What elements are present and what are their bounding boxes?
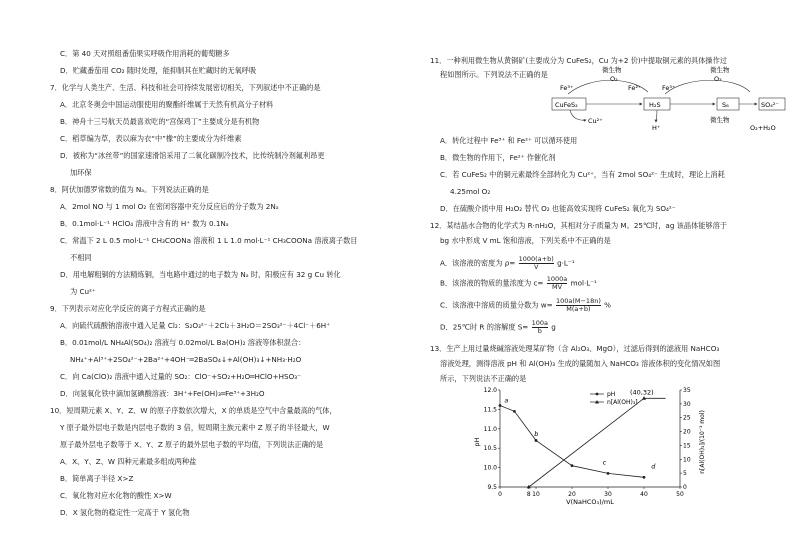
y-right-tick-label: 5 xyxy=(683,470,687,478)
diag-label-fe3-2: Fe³⁺ xyxy=(662,84,676,92)
q13-chart xyxy=(470,382,710,507)
point-label-b: b xyxy=(534,429,539,438)
q6-option-c: C．第 40 天对照组番茄果实呼吸作用消耗的葡萄糖多 xyxy=(60,49,230,58)
y-right-tick-label: 0 xyxy=(683,484,687,491)
diag-label-s8: S₈ xyxy=(722,101,729,109)
q12-d-fraction xyxy=(532,320,548,335)
ph-point xyxy=(643,476,646,479)
q12-b-fraction xyxy=(547,276,568,291)
diag-label-microbe-2: 微生物 xyxy=(710,66,730,74)
q10-stem-3: 原子最外层电子数等于 X、Y、Z 原子的最外层电子数的平均值，下列说法正确的是 xyxy=(60,440,324,449)
diag-arrow-h xyxy=(656,110,657,122)
ph-point xyxy=(513,410,516,413)
q10-option-a: A．X、Y、Z、W 四种元素最多组成两种盐 xyxy=(60,457,197,466)
diag-label-microbe-3: 微生物 xyxy=(710,116,730,124)
point-label-d: d xyxy=(651,462,656,471)
q12-a-unit: g·L⁻¹ xyxy=(557,258,575,268)
q9-option-a: A．向硫代硫酸钠溶液中通入足量 Cl₂：S₂O₃²⁻＋2Cl₂＋3H₂O＝2SO₃²⁻＋4Cl⁻＋6H⁺ xyxy=(60,321,330,330)
q12-a-num: 1000(a+b) xyxy=(518,255,554,263)
q8-option-c-cont: 不相同 xyxy=(70,253,92,262)
diag-label-microbe-1: 微生物 xyxy=(602,66,622,74)
q12-c-num: 100a(M−18n) xyxy=(555,297,601,305)
diag-label-so4: SO₄²⁻ xyxy=(761,101,779,109)
x-tick-label: 8 xyxy=(526,491,531,498)
diag-label-o2-1: O₂ xyxy=(610,75,618,83)
q13-stem-2: 溶液处理，测得溶液 pH 和 Al(OH)₃ 生成的量随加入 NaHCO₃ 溶液体积的变化情况如图 xyxy=(440,359,721,368)
y-right-tick-label: 15 xyxy=(683,442,691,450)
x-tick-label: 30 xyxy=(604,491,612,498)
q11-option-d: D．在硫酸介质中用 H₂O₂ 替代 O₂ 也能高效实现将 CuFeS₂ 氧化为 SO₄²⁻ xyxy=(440,204,676,213)
q12-d-num: 100a xyxy=(531,319,548,327)
q12-b-num: 1000a xyxy=(546,275,568,283)
q7-option-d: D．被称为“冰丝带”的国家速滑馆采用了二氧化碳制冷技术，比传统制冷剂氟利昂更 xyxy=(60,151,325,160)
q12-stem: 12．某结晶水合物的化学式为 R·nH₂O，其相对分子质量为 M。25℃时，ag 该晶体能够溶于 xyxy=(430,221,727,230)
ph-point xyxy=(607,472,610,475)
q12-d-prefix: D．25℃时 R 的溶解度 S= xyxy=(440,322,529,332)
y-right-tick-label: 35 xyxy=(683,387,691,394)
ph-point xyxy=(499,404,502,407)
q7-stem: 7．化学与人类生产、生活、科技和社会可持续发展密切相关，下列叙述中不正确的是 xyxy=(50,83,321,92)
x-tick-label: 10 xyxy=(532,491,540,498)
aloh3-point xyxy=(527,485,531,489)
q9-option-b-eq: NH₄⁺+Al³⁺+2SO₄²⁻+2Ba²⁺+4OH⁻═2BaSO₄↓+Al(OH)₃↓+NH₃·H₂O xyxy=(70,355,302,364)
q10-option-c: C．氧化物对应水化物的酸性 X>W xyxy=(60,491,172,500)
q8-option-b: B．0.1mol·L⁻¹ HClO₄ 溶液中含有的 H⁺ 数为 0.1Nₐ xyxy=(60,219,229,228)
q11-option-a: A．转化过程中 Fe³⁺ 和 Fe²⁺ 可以循环使用 xyxy=(440,136,578,145)
q7-option-a: A．北京冬奥会中国运动服使用的聚酯纤维属于天然有机高分子材料 xyxy=(60,100,274,109)
legend-ph-label: pH xyxy=(607,391,616,398)
q12-b-unit: mol·L⁻¹ xyxy=(570,278,597,288)
q12-c-fraction xyxy=(556,298,601,313)
x-axis-label: V(NaHCO₃)/mL xyxy=(566,498,614,506)
q7-option-c: C．稻草编为草，表以麻为衣“中”橡“的主要成分为纤维素 xyxy=(60,134,242,143)
chart-marks xyxy=(499,396,666,488)
aloh3-series-line xyxy=(529,398,666,487)
q8-stem: 8．阿伏加德罗常数的值为 Nₐ。下列说法正确的是 xyxy=(50,185,209,194)
q6-option-d: D．贮藏番茄用 CO₂ 随时处理，能抑制其在贮藏时的无氧呼吸 xyxy=(60,66,257,75)
x-tick-label: 40 xyxy=(640,491,648,498)
q12-c-unit: % xyxy=(604,300,612,310)
q12-option-d xyxy=(440,320,556,335)
q11-stem: 11．一种利用微生物从黄铜矿(主要成分为 CuFeS₂，Cu 为+2 价)中提取铜元素的具体操作过 xyxy=(430,56,727,65)
diag-label-o2-h2o: O₂+H₂O xyxy=(750,124,776,132)
q12-b-prefix: B．该溶液的物质的量浓度为 c= xyxy=(440,278,544,288)
q12-stem-2: bg 水中形成 V mL 饱和溶液，下列关系中不正确的是 xyxy=(440,236,611,245)
y-axis-left-label: pH xyxy=(473,437,481,447)
q11-stem-2: 程如图所示。下列说法不正确的是 xyxy=(440,70,548,79)
y-left-tick-label: 11.5 xyxy=(483,406,497,414)
q12-a-fraction xyxy=(519,256,554,271)
q12-a-prefix: A．该溶液的密度为 ρ= xyxy=(440,258,516,268)
diag-label-fe3-1: Fe³⁺ xyxy=(560,84,574,92)
q12-c-prefix: C．该溶液中溶质的质量分数为 w= xyxy=(440,300,553,310)
legend-ph-marker xyxy=(596,393,599,396)
q9-option-c: C．向 Ca(ClO)₂ 溶液中通入过量的 SO₂：ClO⁻+SO₂+H₂O═HClO+HSO₃⁻ xyxy=(60,372,301,381)
q9-stem: 9．下列表示对应化学反应的离子方程式正确的是 xyxy=(50,304,206,313)
y-left-tick-label: 9.5 xyxy=(487,484,497,491)
q8-option-d-cont: 为 Cu²⁺ xyxy=(70,287,96,296)
q11-flow-diagram xyxy=(550,64,790,134)
legend-aloh3-label: n[Al(OH)₃] xyxy=(607,399,638,406)
q8-option-a: A．2mol NO 与 1 mol O₂ 在密闭容器中充分反应后的分子数为 2Nₐ xyxy=(60,202,279,211)
y-left-tick-label: 11.0 xyxy=(483,425,497,433)
point-label-a: a xyxy=(504,396,509,405)
y-axis-right-label: n[Al(OH)₃]/(10⁻³ mol) xyxy=(699,410,706,474)
q11-option-b: B．微生物的作用下，Fe²⁺ 作催化剂 xyxy=(440,153,556,162)
q12-option-b xyxy=(440,276,597,291)
diag-label-fe2: Fe²⁺ xyxy=(628,84,642,92)
y-left-tick-label: 10.5 xyxy=(483,445,497,453)
x-tick-label: 20 xyxy=(568,491,576,498)
diag-label-h2s: H₂S xyxy=(649,101,661,109)
x-tick-label: 0 xyxy=(498,491,502,498)
q12-option-a xyxy=(440,256,575,271)
q10-option-b: B．简单离子半径 X>Z xyxy=(60,474,134,483)
diag-label-h: H⁺ xyxy=(652,124,661,132)
q7-option-b: B．神舟十三号航天员最喜欢吃的“宫保鸡丁”主要成分是有机物 xyxy=(60,117,260,126)
y-right-tick-label: 10 xyxy=(683,456,691,464)
q10-option-d: D．X 氢化物的稳定性一定高于 Y 氢化物 xyxy=(60,508,190,517)
q10-stem: 10．短周期元素 X、Y、Z、W 的原子序数依次增大，X 的单质是空气中含量最高的气体， xyxy=(50,406,337,415)
q12-b-den: MV xyxy=(551,283,563,291)
q12-a-den: V xyxy=(533,263,539,271)
q13-stem-3: 所示，下列说法不正确的是 xyxy=(440,374,527,383)
y-left-tick-label: 12.0 xyxy=(483,387,497,394)
q12-d-den: b xyxy=(537,327,542,335)
y-right-tick-label: 30 xyxy=(683,400,691,408)
y-right-tick-label: 20 xyxy=(683,428,691,436)
ph-point xyxy=(535,439,538,442)
q8-option-c: C．常温下 2 L 0.5 mol·L⁻¹ CH₃COONa 溶液和 1 L 1.0 mol·L⁻¹ CH₃COONa 溶液离子数目 xyxy=(60,236,358,245)
ph-point xyxy=(571,464,574,467)
q7-option-d-cont: 加环保 xyxy=(70,168,92,177)
q12-option-c xyxy=(440,298,611,313)
diag-arrow-cu xyxy=(570,110,586,120)
q11-option-c: C．若 CuFeS₂ 中的铜元素最终全部转化为 Cu²⁺，当有 2mol SO₄²⁻ 生成时，理论上消耗 xyxy=(440,170,725,179)
q10-stem-2: Y 原子最外层电子数是内层电子数的 3 倍，短周期主族元素中 Z 原子的半径最大，W xyxy=(60,423,330,432)
q9-option-b: B．0.01mol/L NH₄Al(SO₄)₂ 溶液与 0.02mol/L Ba(OH)₂ 溶液等体积混合： xyxy=(60,338,306,347)
q12-d-unit: g xyxy=(551,322,556,332)
chart-annotation: (40,32) xyxy=(630,388,654,397)
q8-option-d: D．用电解粗铜的方法精炼铜，当电路中通过的电子数为 Nₐ 时，阳极应有 32 g Cu 转化 xyxy=(60,270,341,279)
x-tick-label: 50 xyxy=(676,491,684,498)
q11-option-c-cont: 4.25mol O₂ xyxy=(450,187,491,196)
y-right-tick-label: 25 xyxy=(683,414,691,422)
q13-stem: 13．生产上用过量烧碱溶液处理某矿物（含 Al₂O₃、MgO），过滤后得到的滤液用 NaHCO₃ xyxy=(430,344,720,353)
y-left-tick-label: 10.0 xyxy=(483,464,497,472)
q12-c-den: M(a+b) xyxy=(566,305,591,313)
point-label-c: c xyxy=(602,458,607,467)
q9-option-d: D．向氢氧化铁中滴加氢碘酸溶液：3H⁺+Fe(OH)₃═Fe³⁺+3H₂O xyxy=(60,389,265,398)
diag-label-o2-2: O₂ xyxy=(714,75,722,83)
diag-label-cufes2: CuFeS₂ xyxy=(555,101,578,109)
diag-cycle-arc-2 xyxy=(665,80,750,94)
diag-label-cu2: Cu²⁺ xyxy=(588,117,603,125)
